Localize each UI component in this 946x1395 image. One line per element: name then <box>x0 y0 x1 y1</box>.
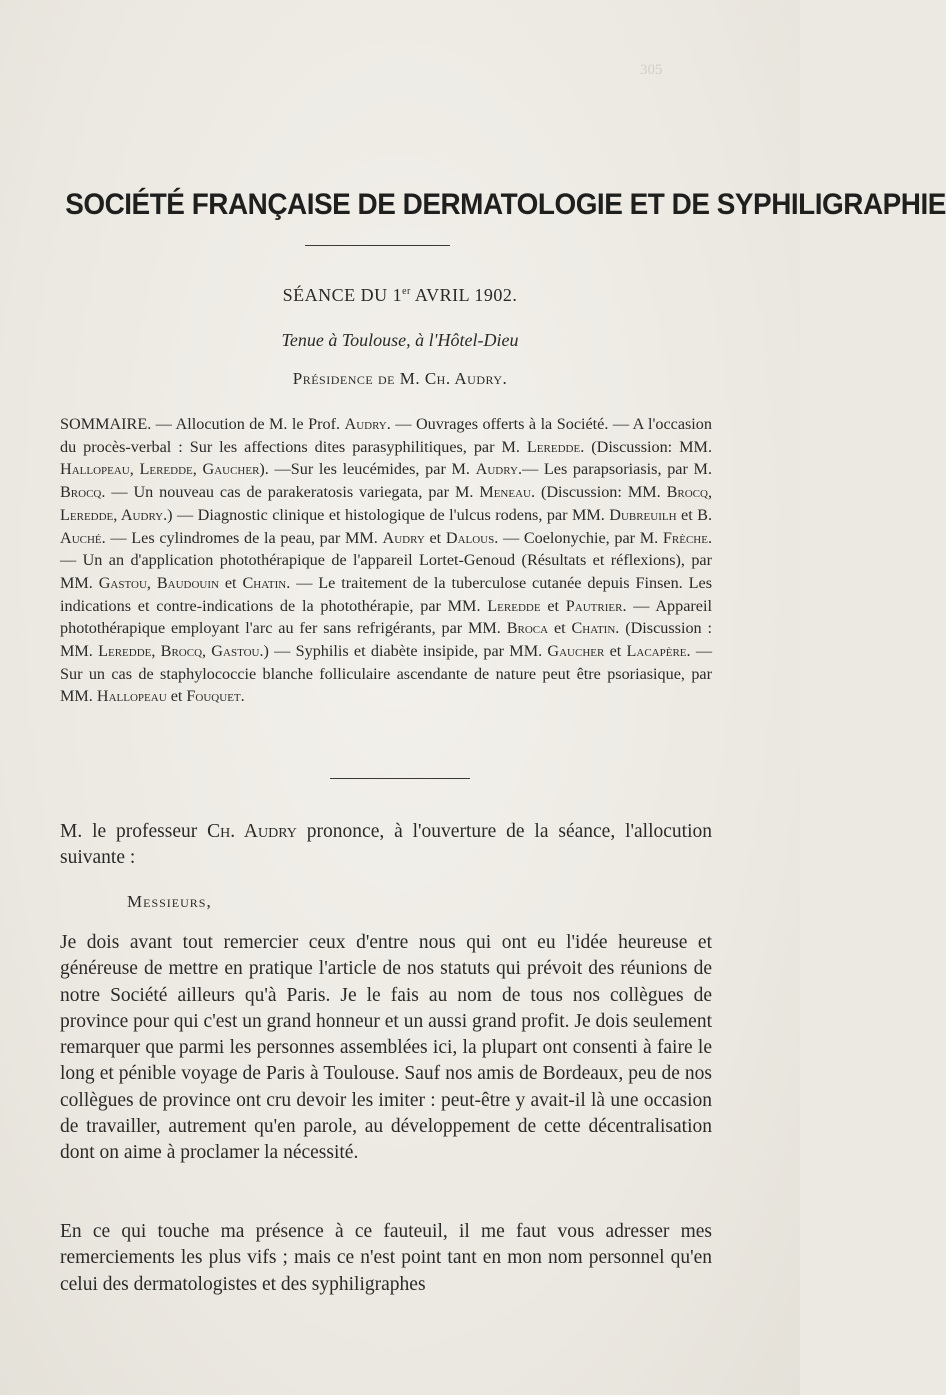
intro-speaker-name: Ch. Audry <box>207 821 297 842</box>
summary-text: . (Discussion : MM. <box>60 619 712 661</box>
intro-text-start: M. le professeur <box>60 821 208 842</box>
summary-author: Lacapère <box>626 642 687 661</box>
summary-text: . — Appareil photothérapique employant l'arc au fer sans refrigérants, par MM. <box>60 596 712 638</box>
summary-text: SOMMAIRE. — Allocution de M. le Prof. <box>60 415 345 433</box>
salutation: Messieurs, <box>127 892 212 911</box>
summary-text: . — Le traitement de la tuberculose cutanée depuis Finsen. Les indications et contre-indications de la photothérapie, par MM. <box>60 573 712 615</box>
summary-author: Chatin <box>571 619 616 638</box>
summary-text: . <box>240 687 245 706</box>
summary-author: Dalous <box>445 528 495 547</box>
presidency-line: Présidence de M. Ch. Audry. <box>292 369 508 388</box>
intro-paragraph <box>60 819 712 872</box>
summary-text: . — Les cylindromes de la peau, par MM. <box>101 528 383 547</box>
summary-text: . — Un nouveau cas de parakeratosis variegata, par M. <box>101 483 480 502</box>
summary-text: et B. <box>676 505 712 524</box>
session-location: Tenue à Toulouse, à l'Hôtel-Dieu <box>281 330 519 350</box>
session-heading-suffix: AVRIL 1902. <box>410 285 518 305</box>
summary-text: . — Un an d'application photothérapique de l'appareil Lortet-Genoud (Résultats et réflexions), par MM. <box>60 528 712 592</box>
summary-author: Hallopeau, Leredde, Gaucher <box>60 460 260 479</box>
intro-text-end: prononce, à l'ouverture de la séance, l'allocution suivante : <box>60 821 712 869</box>
summary-text: et <box>166 687 187 706</box>
summary-divider <box>330 778 470 779</box>
summary-author: Auché <box>60 528 102 547</box>
bleed-through-page-number: 305 <box>640 62 663 78</box>
summary-author: Leredde <box>487 596 541 615</box>
journal-title: SOCIÉTÉ FRANÇAISE DE DERMATOLOGIE ET DE SYPHILIGRAPHIE <box>65 188 946 221</box>
summary-text: . — Coelonychie, par M. <box>494 528 663 547</box>
summary-author: Dubreuilh <box>609 505 677 524</box>
summary-author: Meneau <box>479 483 531 502</box>
summary-author: Brocq <box>60 483 102 502</box>
summary-text: . — Ouvrages offerts à la Société. — A l'occasion du procès-verbal : Sur les affections dites parasyphilitiques, par M. <box>60 415 712 456</box>
session-heading-prefix: SÉANCE DU 1 <box>282 285 403 305</box>
summary-author: Hallopeau <box>96 687 167 706</box>
summary-text: et <box>604 642 627 661</box>
summary-text: .) — Syphilis et diabète insipide, par MM. <box>259 642 548 661</box>
summary-text: et <box>218 573 243 592</box>
summary-text: . (Discussion: MM. <box>580 437 712 456</box>
summary-author: Broca <box>506 619 549 638</box>
summary-author: Brocq, Leredde, Audry <box>60 483 712 524</box>
summary-author: Chatin <box>242 573 287 592</box>
summary-text: et <box>548 619 572 638</box>
summary-author: Gastou, Baudouin <box>98 573 219 592</box>
summary-text: . (Discussion: MM. <box>530 483 667 502</box>
summary-author: Audry <box>344 415 387 433</box>
summary-paragraph <box>60 413 712 708</box>
summary-author: Gaucher <box>547 642 605 661</box>
summary-text: et <box>540 596 566 615</box>
summary-author: Audry <box>475 460 518 479</box>
summary-text: et <box>424 528 446 547</box>
summary-text: .— Les parapsoriasis, par M. <box>517 460 712 479</box>
speech-paragraph-1: Je dois avant tout remercier ceux d'entre nous qui ont eu l'idée heureuse et généreuse de mettre en pratique l'article de nos statuts qui prévoit des réunions de notre Société ailleurs qu'à Paris. Je le fais au nom de tous nos collègues de province pour qui c'est un grand honneur et un aussi grand profit. Je dois seulement remarquer que parmi les personnes assemblées ici, la plupart ont consenti à faire le long et pénible voyage de Paris à Toulouse. Sauf nos amis de Bordeaux, peu de nos collègues de province ont cru devoir les imiter : peut-être y avait-il là une occasion de travailler, autrement qu'en parole, au développement de cette décentralisation dont on aime à proclamer la nécessité. <box>60 932 712 1164</box>
summary-author: Leredde <box>526 437 581 456</box>
speech-paragraph-2: En ce qui touche ma présence à ce fauteuil, il me faut vous adresser mes remerciements les plus vifs ; mais ce n'est point tant en mon nom personnel qu'en celui des dermatologistes et des syphiligraphes <box>60 1221 712 1295</box>
title-divider <box>305 245 450 246</box>
summary-author: Pautrier <box>565 596 623 615</box>
summary-author: Frèche <box>662 528 708 547</box>
summary-author: Fouquet <box>186 687 241 706</box>
summary-text: .) — Diagnostic clinique et histologique de l'ulcus rodens, par MM. <box>163 505 610 524</box>
summary-text: ). —Sur les leucémides, par M. <box>259 460 476 479</box>
summary-author: Leredde, Brocq, Gastou <box>98 642 260 661</box>
session-heading <box>0 285 800 306</box>
summary-author: Audry <box>382 528 425 547</box>
summary-text: . — Sur un cas de staphylococcie blanche folliculaire ascendante de nature peut être psoriasique, par MM. <box>60 642 713 706</box>
session-heading-ordinal: er <box>402 286 411 297</box>
